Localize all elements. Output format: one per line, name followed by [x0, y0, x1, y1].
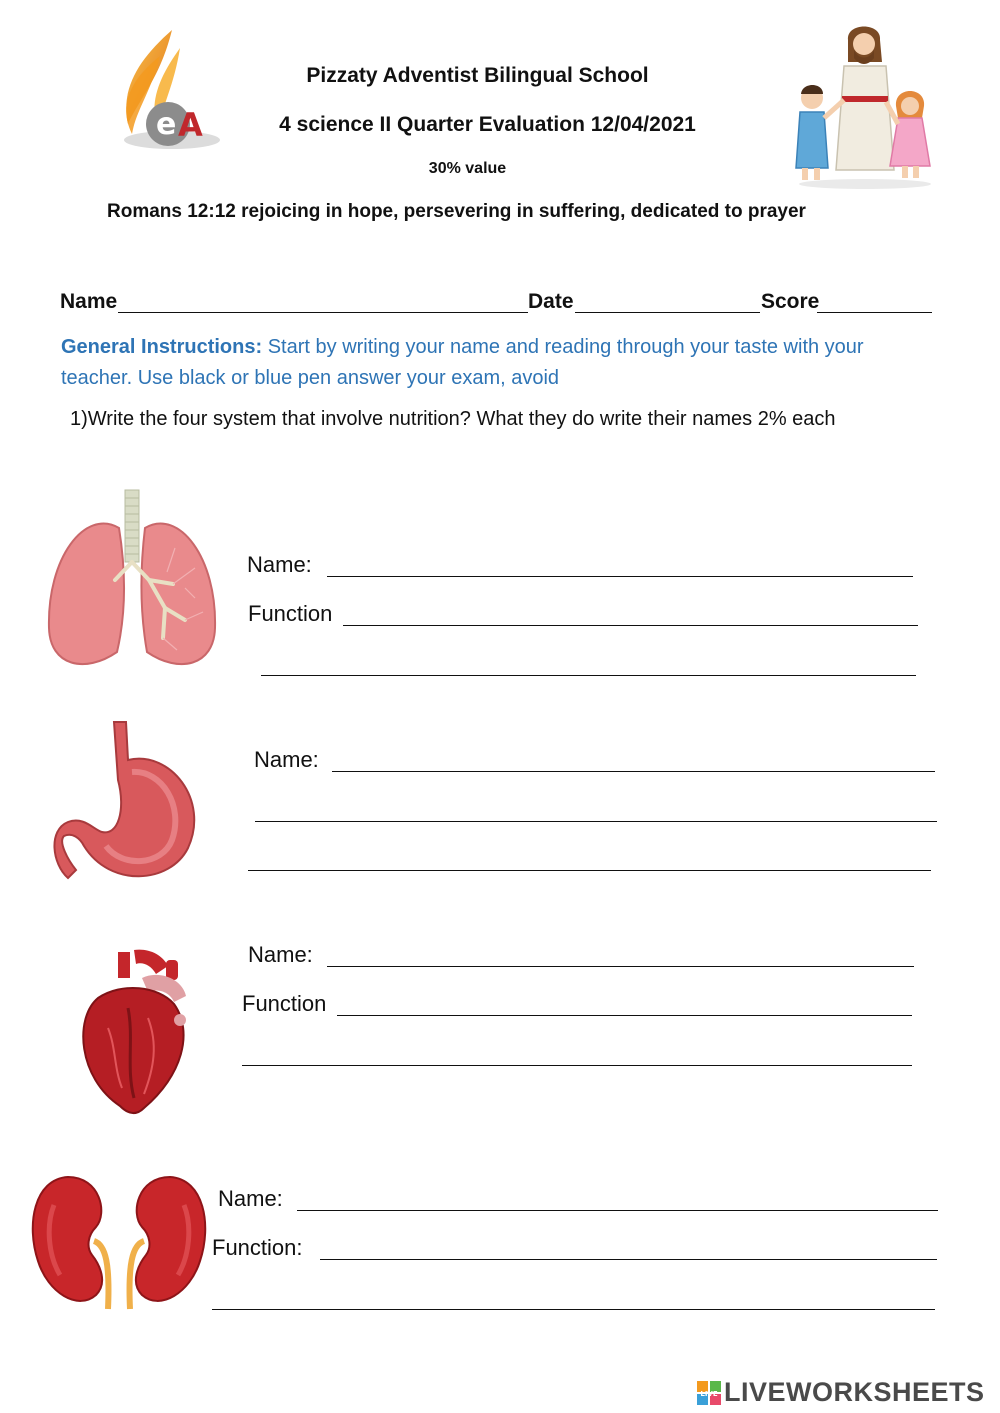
heart-image — [78, 948, 193, 1118]
heart-function-field-2[interactable] — [242, 1065, 912, 1066]
liveworksheets-footer[interactable] — [697, 1376, 995, 1410]
heart-icon — [78, 948, 193, 1118]
svg-text:A: A — [178, 106, 203, 144]
heart-function-field[interactable] — [337, 1015, 912, 1016]
score-label: Score — [761, 290, 820, 313]
bible-verse: Romans 12:12 rejoicing in hope, persevering in suffering, dedicated to prayer — [107, 201, 806, 222]
stomach-image — [50, 720, 202, 882]
school-logo — [100, 28, 235, 158]
stomach-answer-field-3[interactable] — [248, 870, 931, 871]
value-note: 30% value — [428, 160, 507, 177]
heart-name-field[interactable] — [327, 966, 914, 967]
kidneys-function-field-2[interactable] — [212, 1309, 935, 1310]
kidneys-icon — [30, 1175, 208, 1310]
svg-text:e: e — [156, 107, 177, 142]
jesus-children-illustration — [790, 20, 940, 190]
lungs-function-field[interactable] — [343, 625, 918, 626]
liveworksheets-brand: LIVEWORKSHEETS — [724, 1377, 985, 1407]
heart-function-label: Function — [242, 991, 327, 1016]
instructions-text-line2: teacher. Use black or blue pen answer your exam, avoid — [61, 367, 560, 389]
kidneys-name-field[interactable] — [297, 1210, 938, 1211]
liveworksheets-logo-icon — [697, 1381, 721, 1405]
lungs-image — [45, 488, 220, 673]
instructions-label: General Instructions: — [61, 336, 263, 358]
name-field[interactable] — [118, 312, 528, 313]
kidneys-image — [30, 1175, 208, 1310]
date-field[interactable] — [575, 312, 760, 313]
lungs-function-label: Function — [248, 601, 333, 626]
student-info-row — [60, 288, 935, 318]
heart-name-label: Name: — [248, 942, 313, 967]
general-instructions — [61, 332, 941, 394]
name-label: Name — [60, 290, 118, 313]
kidneys-name-label: Name: — [218, 1186, 283, 1211]
jesus-children-icon — [790, 20, 940, 190]
stomach-name-field[interactable] — [332, 771, 935, 772]
lungs-function-field-2[interactable] — [261, 675, 916, 676]
school-logo-icon — [100, 28, 235, 158]
lungs-icon — [45, 488, 220, 673]
kidneys-function-label: Function: — [212, 1235, 303, 1260]
school-name: Pizzaty Adventist Bilingual School — [306, 64, 649, 87]
instructions-text-line1: Start by writing your name and reading through your taste with your — [267, 336, 864, 358]
score-field[interactable] — [817, 312, 932, 313]
evaluation-title: 4 science II Quarter Evaluation 12/04/2021 — [279, 113, 696, 136]
kidneys-function-field[interactable] — [320, 1259, 937, 1260]
lungs-name-field[interactable] — [327, 576, 913, 577]
stomach-name-label: Name: — [254, 747, 319, 772]
question-1: 1)Write the four system that involve nutrition? What they do write their names 2% each — [70, 408, 836, 430]
stomach-icon — [50, 720, 202, 882]
lungs-name-label: Name: — [247, 552, 312, 577]
logo-letters: LIVE — [700, 1390, 718, 1398]
stomach-answer-field-2[interactable] — [255, 821, 937, 822]
date-label: Date — [528, 290, 574, 313]
